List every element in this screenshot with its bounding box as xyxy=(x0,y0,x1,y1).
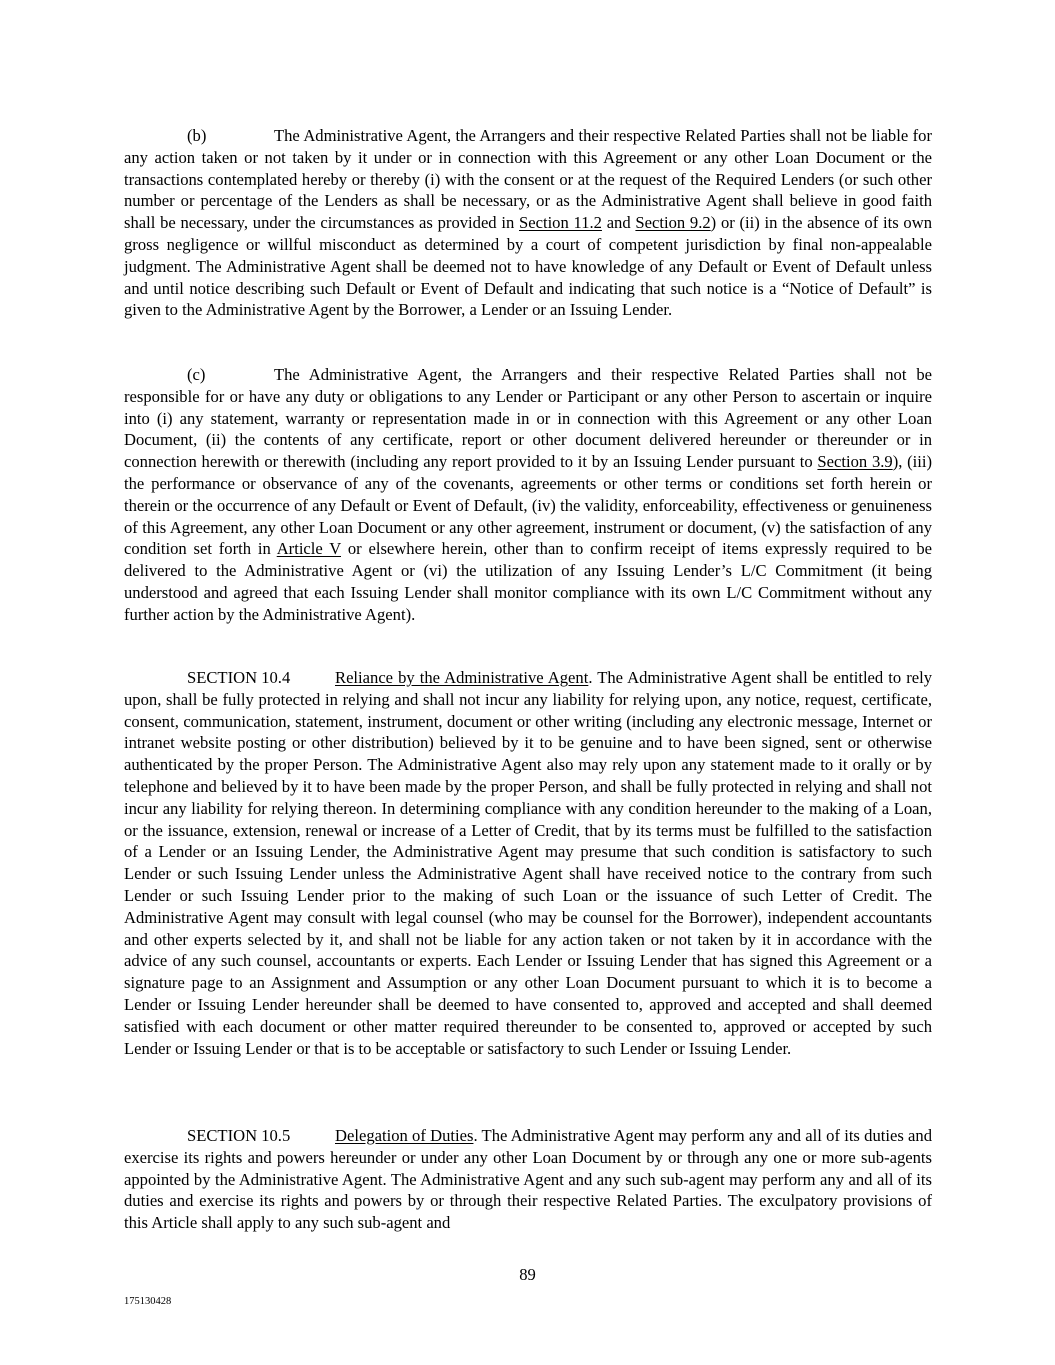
section-reference-link[interactable]: Section 9.2 xyxy=(635,213,711,233)
document-id: 175130428 xyxy=(124,1296,172,1307)
section-number: SECTION 10.5 xyxy=(187,1126,291,1145)
paragraph-c xyxy=(124,364,932,626)
section-10-5 xyxy=(124,1125,932,1234)
paragraph-label: (c) xyxy=(187,365,206,384)
section-heading: Delegation of Duties xyxy=(335,1126,474,1145)
paragraph-text: or elsewhere herein, other than to confirm receipt of items expressly required to be delivered to the Administrative Agent or (vi) the utilization of any Issuing Lender’s L/C Commitment (it being understood and agreed that each Issuing Lender shall monitor compliance with its own L/C Commitment without any further action by the Administrative Agent). xyxy=(124,539,932,624)
section-10-4 xyxy=(124,667,932,1059)
section-number: SECTION 10.4 xyxy=(187,668,291,687)
paragraph-text: ), (iii) the performance or observance of any of the covenants, agreements or other terms or conditions set forth herein or therein or the occurrence of any Default or Event of Default, (iv) the validity, enforceability, effectiveness or genuineness of this Agreement, any other Loan Document or any other agreement, instrument or document, (v) the satisfaction of any condition set forth in xyxy=(124,452,932,559)
section-body: . The Administrative Agent shall be entitled to rely upon, shall be fully protected in relying and shall not incur any liability for relying upon, any notice, request, certificate, consent, communication, statement, instrument, document or other writing (including any electronic message, Internet or intranet website posting or other distribution) believed by it to be genuine and to have been signed, sent or otherwise authenticated by the proper Person. The Administrative Agent also may rely upon any statement made to it orally or by telephone and believed by it to have been made by the proper Person, and shall be fully protected in relying and shall not incur any liability for relying thereon. In determining compliance with any condition hereunder to the making of a Loan, or the issuance, extension, renewal or increase of a Letter of Credit, that by its terms must be fulfilled to the satisfaction of a Lender or an Issuing Lender, the Administrative Agent may presume that such condition is satisfactory to such Lender or such Issuing Lender unless the Administrative Agent shall have received notice to the contrary from such Lender or such Issuing Lender prior to the making of such Loan or the issuance of such Letter of Credit. The Administrative Agent may consult with legal counsel (who may be counsel for the Borrower), independent accountants and other experts selected by it, and shall not be liable for any action taken or not taken by it in accordance with the advice of any such counsel, accountants or experts. Each Lender or Issuing Lender that has signed this Agreement or a signature page to an Assignment and Assumption or any other Loan Document pursuant to which it is to become a Lender or Issuing Lender hereunder shall be deemed to have consented to, approved and accepted and shall deemed satisfied with each document or other matter required thereunder to be consented to, approved or accepted by such Lender or Issuing Lender or that is to be acceptable or satisfactory to such Lender or Issuing Lender. xyxy=(124,668,932,1058)
page-number: 89 xyxy=(519,1265,536,1284)
paragraph-text: and xyxy=(601,213,636,233)
paragraph-label: (b) xyxy=(187,126,207,145)
paragraph-text: The Administrative Agent, the Arrangers and their respective Related Parties shall not be liable for any action taken or not taken by it under or in connection with this Agreement or any other Loan Document or the transactions contemplated hereby or thereby (i) with the consent or at the request of the Required Lenders (or such other number or percentage of the Lenders as shall be necessary, or as the Administrative Agent shall believe in good faith shall be necessary, under the circumstances as provided in xyxy=(124,126,932,233)
paragraph-b xyxy=(124,125,932,321)
paragraph-text: The Administrative Agent, the Arrangers and their respective Related Parties shall not be responsible for or have any duty or obligations to any Lender or Participant or any other Person to ascertain or inquire into (i) any statement, warranty or representation made in or in connection with this Agreement or any other Loan Document, (ii) the contents of any certificate, report or other document delivered hereunder or thereunder or in connection herewith or therewith (including any report provided to it by an Issuing Lender pursuant to xyxy=(124,365,932,472)
section-body: . The Administrative Agent may perform any and all of its duties and exercise its rights and powers hereunder or under any other Loan Document by or through any one or more sub-agents appointed by the Administrative Agent. The Administrative Agent and any such sub-agent may perform any and all of its duties and exercise its rights and powers by or through their respective Related Parties. The exculpatory provisions of this Article shall apply to any such sub-agent and xyxy=(124,1126,932,1233)
article-reference-link[interactable]: Article V xyxy=(276,539,341,559)
paragraph-text: ) or (ii) in the absence of its own gross negligence or willful misconduct as determined by a court of competent jurisdiction by final non-appealable judgment. The Administrative Agent shall be deemed not to have knowledge of any Default or Event of Default unless and until notice describing such Default or Event of Default and indicating that such notice is a “Notice of Default” is given to the Administrative Agent by the Borrower, a Lender or an Issuing Lender. xyxy=(124,213,932,320)
section-reference-link[interactable]: Section 11.2 xyxy=(519,213,602,233)
section-reference-link[interactable]: Section 3.9 xyxy=(817,452,893,472)
section-heading: Reliance by the Administrative Agent xyxy=(335,668,589,687)
